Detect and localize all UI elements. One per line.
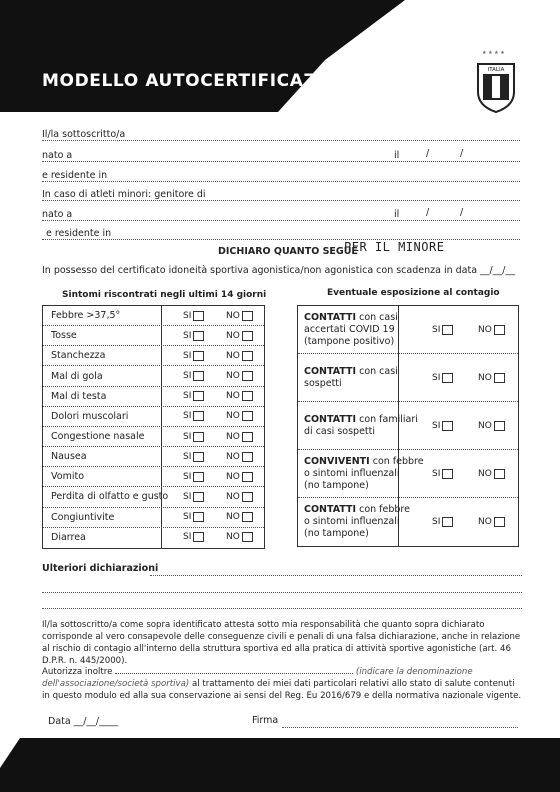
no-label: NO <box>226 532 240 543</box>
il2-label: il <box>394 209 400 220</box>
no-checkbox[interactable] <box>242 452 253 462</box>
no-checkbox[interactable] <box>242 371 253 381</box>
contagio-line2: o sintomi influenzali <box>304 516 400 527</box>
si-checkbox[interactable] <box>442 421 453 431</box>
authorization-start: Autorizza inoltre <box>42 667 113 677</box>
no-checkbox[interactable] <box>494 373 505 383</box>
no-label: NO <box>226 371 240 382</box>
no-checkbox[interactable] <box>242 331 253 341</box>
italia-crest-icon <box>476 48 516 114</box>
no-checkbox[interactable] <box>242 311 253 321</box>
sintomo-label: Perdita di olfatto e gusto <box>51 491 169 503</box>
contagio-line1: con febbre <box>369 456 424 467</box>
declaration-title: DICHIARO QUANTO SEGUE <box>218 246 358 257</box>
contagio-row <box>298 354 518 402</box>
si-option <box>183 452 204 462</box>
sintomi-table <box>42 305 265 549</box>
no-label: NO <box>478 324 492 335</box>
si-label: SI <box>183 310 192 321</box>
contagio-bold: CONTATTI <box>304 312 357 323</box>
sintomo-label: Febbre >37,5° <box>51 310 121 322</box>
si-checkbox[interactable] <box>193 331 204 341</box>
no-checkbox[interactable] <box>242 432 253 442</box>
no-label: NO <box>478 420 492 431</box>
contagio-row <box>298 402 518 450</box>
handwritten-note: PER IL MINORE <box>344 240 445 254</box>
si-option <box>183 371 204 381</box>
si-label: SI <box>432 324 441 335</box>
ulteriori-label: Ulteriori dichiarazioni <box>42 563 159 574</box>
authorization-hint: (indicare la denominazione <box>355 667 473 677</box>
contagio-label <box>304 366 398 390</box>
no-label: NO <box>478 372 492 383</box>
possesso-statement: In possesso del certificato idoneità sportiva agonistica/non agonistica con scadenza in data __/__/__ <box>42 265 515 276</box>
si-label: SI <box>183 330 192 341</box>
no-option <box>226 532 253 542</box>
si-label: SI <box>183 391 192 402</box>
contagio-line3: (no tampone) <box>304 528 369 539</box>
si-option <box>432 325 453 335</box>
si-checkbox[interactable] <box>442 517 453 527</box>
sintomi-row <box>43 366 264 386</box>
firma-label: Firma <box>252 715 279 726</box>
si-checkbox[interactable] <box>193 472 204 482</box>
no-option <box>226 311 253 321</box>
no-label: NO <box>226 330 240 341</box>
no-label: NO <box>226 411 240 422</box>
authorization-rest: al trattamento dei miei dati particolari relativi allo stato di salute contenuti in questo modulo ed alla sua conservazione ai sensi del Reg. Eu 2016/679 e della normativa nazionale vigente. <box>42 679 522 701</box>
si-label: SI <box>183 350 192 361</box>
authorization-text <box>42 666 522 702</box>
date-separator: / <box>460 207 464 218</box>
si-checkbox[interactable] <box>193 492 204 502</box>
no-checkbox[interactable] <box>242 411 253 421</box>
si-checkbox[interactable] <box>193 452 204 462</box>
contagio-line2: di casi sospetti <box>304 426 376 437</box>
no-option <box>226 432 253 442</box>
contagio-title: Eventuale esposizione al contagio <box>327 288 500 298</box>
si-label: SI <box>183 512 192 523</box>
no-checkbox[interactable] <box>242 472 253 482</box>
no-label: NO <box>226 471 240 482</box>
sintomo-label: Stanchezza <box>51 350 106 362</box>
si-option <box>432 421 453 431</box>
date-separator: / <box>426 148 430 159</box>
sintomo-label: Vomito <box>51 471 85 483</box>
date-separator: / <box>426 207 430 218</box>
minori-field[interactable] <box>42 200 520 201</box>
si-checkbox[interactable] <box>193 512 204 522</box>
no-option <box>478 469 505 479</box>
no-label: NO <box>226 391 240 402</box>
sintomi-row <box>43 508 264 528</box>
si-checkbox[interactable] <box>193 371 204 381</box>
si-checkbox[interactable] <box>442 469 453 479</box>
no-option <box>226 411 253 421</box>
attestation-text: Il/la sottoscritto/a come sopra identificato attesta sotto mia responsabilità che quanto sopra dichiarato corrisponde al vero consapevole delle conseguenze civili e penali di una falsa dichiarazione, anche in relazione al rischio di contagio all'interno della struttura sportiva ed alla pratica di attività sportive agonistiche (art. 46 D.P.R. n. 445/2000). <box>42 620 521 666</box>
no-option <box>226 492 253 502</box>
no-option <box>478 325 505 335</box>
sottoscritto-label: Il/la sottoscritto/a <box>42 129 126 140</box>
si-option <box>183 331 204 341</box>
si-option <box>432 373 453 383</box>
nato2-label: nato a <box>42 209 73 220</box>
si-option <box>183 351 204 361</box>
si-option <box>183 472 204 482</box>
contagio-row <box>298 450 518 498</box>
sintomo-label: Diarrea <box>51 531 86 543</box>
contagio-bold: CONTATTI <box>304 366 357 377</box>
sintomi-row <box>43 528 264 548</box>
no-option <box>226 391 253 401</box>
sintomi-row <box>43 387 264 407</box>
contagio-label <box>304 414 418 438</box>
si-label: SI <box>183 491 192 502</box>
contagio-label <box>304 456 424 492</box>
nato-label: nato a <box>42 150 73 161</box>
ulteriori-field[interactable] <box>42 592 522 593</box>
si-option <box>183 532 204 542</box>
si-option <box>432 469 453 479</box>
sintomo-label: Dolori muscolari <box>51 410 129 422</box>
no-option <box>226 512 253 522</box>
contagio-bold: CONTATTI <box>304 414 357 425</box>
sintomi-row <box>43 427 264 447</box>
si-label: SI <box>432 516 441 527</box>
sintomi-row <box>43 467 264 487</box>
sintomo-label: Tosse <box>51 330 77 342</box>
residente2-label: e residente in <box>46 228 112 239</box>
si-label: SI <box>183 431 192 442</box>
si-option <box>432 517 453 527</box>
si-label: SI <box>183 471 192 482</box>
no-checkbox[interactable] <box>242 391 253 401</box>
svg-text:ITALIA: ITALIA <box>487 67 505 73</box>
contagio-bold: CONTATTI <box>304 504 357 515</box>
no-label: NO <box>226 431 240 442</box>
contagio-line1: con febbre <box>356 504 410 515</box>
contagio-label <box>304 312 398 348</box>
sintomi-row <box>43 326 264 346</box>
page-title: MODELLO AUTOCERTIFICAZIONE <box>42 71 366 91</box>
si-option <box>183 311 204 321</box>
si-checkbox[interactable] <box>442 373 453 383</box>
contagio-bold: CONVIVENTI <box>304 456 370 467</box>
si-checkbox[interactable] <box>442 325 453 335</box>
residente2-field[interactable] <box>42 239 520 240</box>
si-checkbox[interactable] <box>193 432 204 442</box>
date-separator: / <box>460 148 464 159</box>
sintomi-title: Sintomi riscontrati negli ultimi 14 giorni <box>62 290 267 300</box>
svg-text:★ ★ ★ ★: ★ ★ ★ ★ <box>482 50 505 56</box>
no-option <box>226 452 253 462</box>
si-option <box>183 512 204 522</box>
si-checkbox[interactable] <box>193 532 204 542</box>
si-label: SI <box>432 420 441 431</box>
ulteriori-field[interactable] <box>150 575 522 576</box>
si-checkbox[interactable] <box>193 311 204 321</box>
sottoscritto-field[interactable] <box>42 140 520 141</box>
contagio-line1: con familiari <box>356 414 418 425</box>
ulteriori-field[interactable] <box>42 608 522 609</box>
si-label: SI <box>432 468 441 479</box>
sintomi-row <box>43 407 264 427</box>
no-option <box>478 421 505 431</box>
contagio-row <box>298 498 518 546</box>
sintomi-row <box>43 306 264 326</box>
si-label: SI <box>183 532 192 543</box>
no-option <box>478 517 505 527</box>
no-option <box>226 472 253 482</box>
no-checkbox[interactable] <box>242 512 253 522</box>
no-option <box>226 371 253 381</box>
no-label: NO <box>478 468 492 479</box>
no-label: NO <box>226 310 240 321</box>
residente-field[interactable] <box>42 181 520 182</box>
contagio-line2: o sintomi influenzali <box>304 468 400 479</box>
firma-field[interactable] <box>282 727 518 728</box>
si-checkbox[interactable] <box>193 411 204 421</box>
no-checkbox[interactable] <box>494 469 505 479</box>
sintomo-label: Mal di testa <box>51 390 107 402</box>
no-label: NO <box>226 451 240 462</box>
si-label: SI <box>183 371 192 382</box>
no-option <box>226 351 253 361</box>
si-label: SI <box>183 451 192 462</box>
minori-label: In caso di atleti minori: genitore di <box>42 189 206 200</box>
contagio-line2: sospetti <box>304 378 342 389</box>
il-label: il <box>394 150 400 161</box>
sintomi-row <box>43 346 264 366</box>
si-option <box>183 391 204 401</box>
sintomi-row <box>43 447 264 467</box>
no-option <box>226 331 253 341</box>
contagio-row <box>298 306 518 354</box>
contagio-table <box>297 305 519 547</box>
sintomo-label: Congiuntivite <box>51 511 115 523</box>
contagio-line2: accertati COVID 19 <box>304 324 395 335</box>
no-label: NO <box>226 512 240 523</box>
contagio-line1: con casi <box>356 312 398 323</box>
no-checkbox[interactable] <box>242 492 253 502</box>
si-option <box>183 432 204 442</box>
contagio-line3: (tampone positivo) <box>304 336 395 347</box>
si-label: SI <box>432 372 441 383</box>
si-option <box>183 492 204 502</box>
si-label: SI <box>183 411 192 422</box>
no-checkbox[interactable] <box>494 517 505 527</box>
no-label: NO <box>478 516 492 527</box>
data-label: Data __/__/____ <box>48 716 119 727</box>
no-checkbox[interactable] <box>494 325 505 335</box>
no-checkbox[interactable] <box>494 421 505 431</box>
authorization-field[interactable] <box>115 673 353 674</box>
sintomo-label: Congestione nasale <box>51 431 145 443</box>
contagio-line3: (no tampone) <box>304 480 369 491</box>
no-label: NO <box>226 350 240 361</box>
nato2-field[interactable] <box>42 220 520 221</box>
sintomo-label: Mal di gola <box>51 370 103 382</box>
si-option <box>183 411 204 421</box>
sintomi-row <box>43 487 264 507</box>
nato-field[interactable] <box>42 161 520 162</box>
residente-label: e residente in <box>42 170 108 181</box>
no-option <box>478 373 505 383</box>
contagio-line1: con casi <box>356 366 398 377</box>
si-checkbox[interactable] <box>193 351 204 361</box>
si-checkbox[interactable] <box>193 391 204 401</box>
no-checkbox[interactable] <box>242 532 253 542</box>
footer-band <box>0 738 560 792</box>
sintomo-label: Nausea <box>51 451 87 463</box>
no-checkbox[interactable] <box>242 351 253 361</box>
authorization-hint2: dell'associazione/società sportiva) <box>42 679 190 689</box>
contagio-label <box>304 504 410 540</box>
no-label: NO <box>226 491 240 502</box>
